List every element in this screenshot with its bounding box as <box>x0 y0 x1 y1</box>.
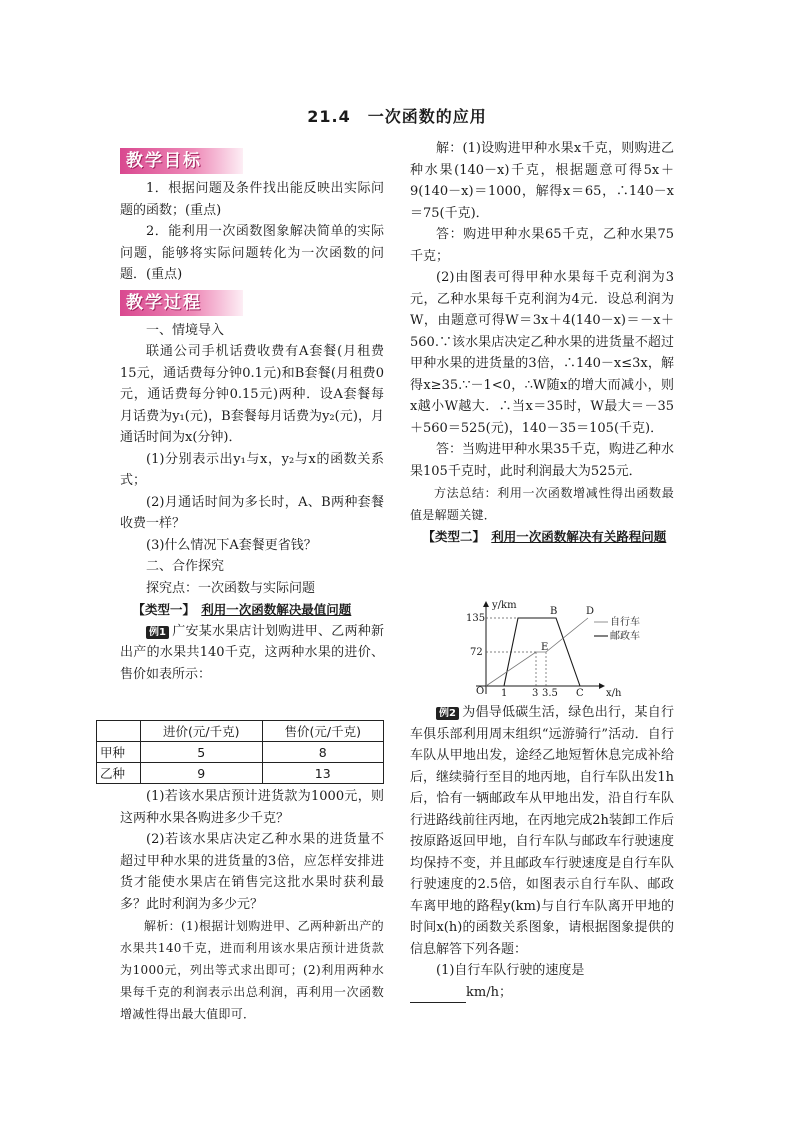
y-tick-72: 72 <box>470 647 483 658</box>
table-cell: 乙种 <box>97 763 141 784</box>
example2-question-1 <box>410 960 674 982</box>
table-header-cell: 售价(元/千克) <box>262 721 384 742</box>
solution-2: (2)由图表可得甲种水果每千克利润为3元，乙种水果每千克利润为4元．设总利润为W，由题意可得W＝3x＋4(140－x)＝－x＋560.∵该水果店决定乙种水果的进货量不超过甲种水果的进货量的3倍，∴140－x≤3x，解得x≥35.∵－1<0，∴W随x的增大而减小，则x越小W越大．∴当x＝35时，W最大＝－35＋560＝525(元)，140－35＝105(千克)． <box>410 270 674 436</box>
point-d-label: D <box>586 606 595 617</box>
example2-badge: 例2 <box>436 707 459 720</box>
x-tick-3-5: 3.5 <box>542 688 558 698</box>
x-axis-label: x/h <box>606 688 622 698</box>
answer-1: 答：购进甲种水果65千克，乙种水果75千克； <box>410 227 674 264</box>
point-b-label: B <box>550 606 558 617</box>
left-column-lower <box>120 786 384 1025</box>
table-row <box>97 742 384 763</box>
example1-paragraph <box>120 621 384 686</box>
legend-post-label: 邮政车 <box>610 631 640 642</box>
answer-blank[interactable] <box>410 988 466 1003</box>
goal-item-1: 1．根据问题及条件找出能反映出实际问题的函数；(重点) <box>120 181 384 218</box>
point-c-label: C <box>576 688 584 698</box>
example1-text: 广安某水果店计划购进甲、乙两种新出产的水果共140千克，这两种水果的进价、售价如表所示： <box>120 623 384 682</box>
example1-question-1: (1)若该水果店预计进货款为1000元，则这两种水果各购进多少千克？ <box>120 789 384 826</box>
table-header-cell <box>97 721 141 742</box>
example1-question-2: (2)若该水果店决定乙种水果的进货量不超过甲种水果的进货量的3倍，应怎样安排进货才能使水果店在销售完这批水果时获利最多？此时利润为多少元？ <box>120 832 384 912</box>
solution-1: 解：(1)设购进甲种水果x千克，则购进乙种水果(140－x)千克，根据题意可得5x＋9(140－x)＝1000，解得x＝65，∴140－x＝75(千克)． <box>410 141 674 221</box>
table-header-row <box>97 721 384 742</box>
type2-title: 利用一次函数解决有关路程问题 <box>491 529 667 544</box>
table-cell: 13 <box>262 763 384 784</box>
x-tick-1: 1 <box>501 688 508 698</box>
type1-tag: 【类型一】 <box>132 602 189 617</box>
method-summary: 方法总结：利用一次函数增减性得出函数最值是解题关键． <box>410 486 674 522</box>
bike-line <box>486 618 588 686</box>
answer-unit: km/h； <box>466 984 512 1000</box>
type1-heading <box>120 599 384 621</box>
goals-banner: 教学目标 <box>120 148 243 174</box>
table-header-cell: 进价(元/千克) <box>141 721 263 742</box>
type2-tag: 【类型二】 <box>422 529 479 544</box>
right-column-lower <box>410 702 674 1003</box>
section-heading-1: 一、情境导入 <box>146 322 225 338</box>
example2-answer-line <box>410 982 674 1004</box>
goal-item-2: 2．能利用一次函数图象解决简单的实际问题，能够将实际问题转化为一次函数的问题．(重点) <box>120 224 384 282</box>
table-cell: 甲种 <box>97 742 141 763</box>
table-cell: 5 <box>141 742 263 763</box>
table-cell: 8 <box>262 742 384 763</box>
example2-paragraph <box>410 702 674 960</box>
example2-text: 为倡导低碳生活，绿色出行，某自行车俱乐部利用周末组织“远游骑行”活动．自行车队从甲地出发，途经乙地短暂休息完成补给后，继续骑行至目的地丙地，自行车队出发1h后，恰有一辆邮政车从甲地出发，沿自行车队行进路线前往丙地，在丙地完成2h装卸工作后按原路返回甲地，自行车队与邮政车行驶速度均保持不变，并且邮政车行驶速度是自行车队行驶速度的2.5倍，如图表示自行车队、邮政车离甲地的路程y(km)与自行车队离开甲地的时间x(h)的函数关系图象，请根据图象提供的信息解答下列各题： <box>410 705 674 957</box>
question-1: (1)分别表示出y₁与x，y₂与x的函数关系式； <box>120 451 384 488</box>
explore-heading: 探究点：一次函数与实际问题 <box>146 580 316 596</box>
question-3: (3)什么情况下A套餐更省钱？ <box>146 537 317 553</box>
section-heading-2: 二、合作探究 <box>146 559 225 574</box>
left-column <box>120 148 384 685</box>
table-row <box>97 763 384 784</box>
right-column <box>410 138 674 548</box>
answer-2: 答：当购进甲种水果35千克，购进乙种水果105千克时，此时利润最大为525元． <box>410 442 674 479</box>
fruit-price-table <box>96 720 384 784</box>
example2-question-1-text: (1)自行车队行驶的速度是 <box>436 963 585 978</box>
y-tick-135: 135 <box>466 613 486 624</box>
distance-time-graph <box>436 598 656 698</box>
table-cell: 9 <box>141 763 263 784</box>
example1-badge: 例1 <box>146 626 169 639</box>
page-title: 21.4 一次函数的应用 <box>307 107 487 126</box>
legend-bike-label: 自行车 <box>610 617 640 628</box>
question-2: (2)月通话时间为多长时，A、B两种套餐收费一样？ <box>120 494 384 531</box>
process-banner: 教学过程 <box>120 290 243 316</box>
y-axis-label: y/km <box>492 600 517 611</box>
type1-title: 利用一次函数解决最值问题 <box>201 602 352 617</box>
type2-heading <box>410 526 674 548</box>
origin-label: O <box>476 686 485 697</box>
point-e-label: E <box>541 642 549 653</box>
intro-paragraph: 联通公司手机话费收费有A套餐(月租费15元，通话费每分钟0.1元)和B套餐(月租费0元，通话费每分钟0.15元)两种．设A套餐每月话费为y₁(元)，B套餐每月话费为y₂(元)，月通话时间为x(分钟)． <box>120 344 384 445</box>
x-tick-3: 3 <box>532 688 539 698</box>
analysis-paragraph: 解析：(1)根据计划购进甲、乙两种新出产的水果共140千克，进而利用该水果店预计进货款为1000元，列出等式求出即可；(2)利用两种水果每千克的利润表示出总利润，再利用一次函数增减性得出最大值即可． <box>120 919 384 1021</box>
